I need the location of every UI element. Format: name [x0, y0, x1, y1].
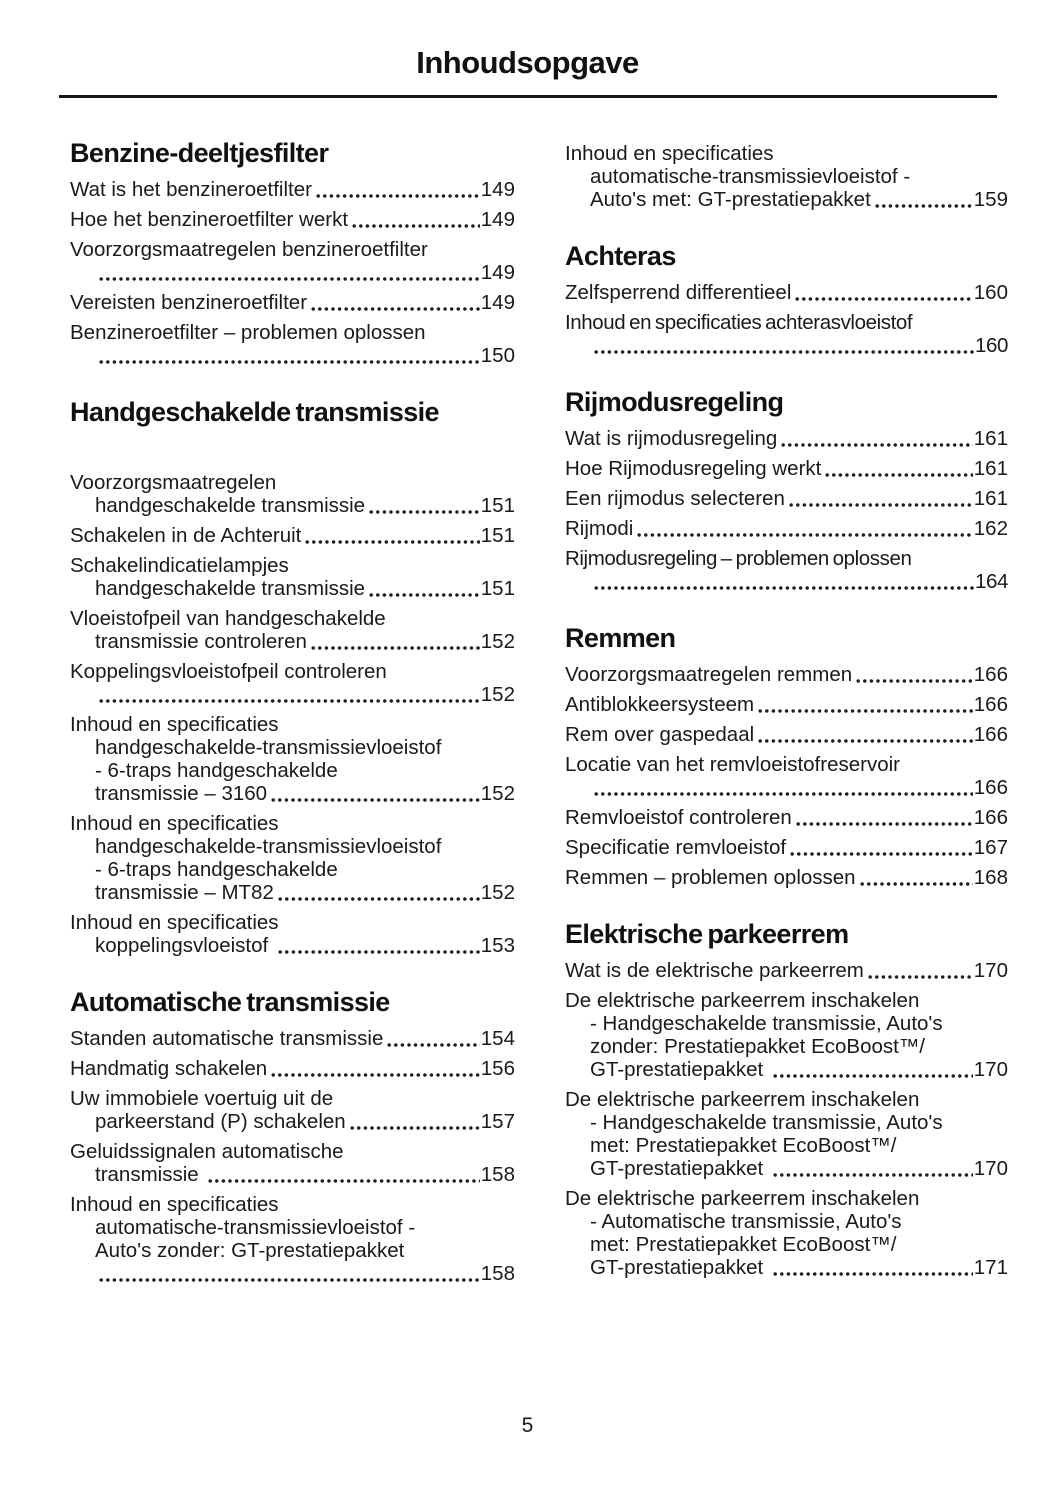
toc-entry-text: transmissie [95, 1163, 205, 1186]
toc-entry [70, 1140, 515, 1186]
page-ref: 152 [480, 683, 515, 706]
dot-leader [278, 897, 480, 901]
dot-leader [856, 679, 973, 683]
toc-entry-line: handgeschakelde-transmissievloeistof [95, 736, 442, 759]
toc-entry [70, 554, 515, 600]
toc-entry-leader-line [70, 782, 515, 805]
dot-leader [369, 510, 480, 514]
page-ref: 160 [973, 281, 1008, 304]
toc-entry [70, 238, 515, 284]
page-ref: 166 [973, 723, 1008, 746]
toc-entry-line: zonder: Prestatiepakket EcoBoost™/ [590, 1035, 926, 1058]
dot-leader [758, 709, 973, 713]
page-ref: 159 [973, 188, 1008, 211]
toc-entry-line: Geluidssignalen automatische [70, 1140, 344, 1163]
toc-entry [70, 471, 515, 517]
dot-leader [311, 646, 480, 650]
toc-entry-leader-line [70, 178, 515, 201]
toc-entry-text: Rijmodi [565, 517, 634, 540]
toc-entry [70, 291, 515, 314]
page-ref: 151 [480, 494, 515, 517]
toc-entry-leader-line [70, 683, 515, 706]
page-ref: 161 [973, 457, 1008, 480]
toc-entry [565, 311, 1008, 357]
toc-entry-line: Inhoud en specificaties [70, 713, 279, 736]
toc-entry-text: Wat is rijmodusregeling [565, 427, 778, 450]
toc-entry-leader-line [70, 1262, 515, 1285]
toc-entry [70, 1057, 515, 1080]
page-ref: 171 [973, 1256, 1008, 1279]
toc-entry-leader-line [70, 934, 515, 957]
toc-entry-leader-line [565, 427, 1008, 450]
page-ref: 166 [973, 776, 1008, 799]
toc-entry [70, 321, 515, 367]
page-ref: 149 [480, 291, 515, 314]
section-heading: Achteras [565, 241, 676, 271]
dot-leader [875, 204, 973, 208]
toc-entry-leader-line [70, 1027, 515, 1050]
toc-section [565, 623, 1008, 889]
dot-leader [773, 1074, 973, 1078]
dot-leader [305, 540, 479, 544]
toc-entry [565, 487, 1008, 510]
toc-entry-text: parkeerstand (P) schakelen [95, 1110, 346, 1133]
dot-leader [795, 297, 972, 301]
toc-section [565, 241, 1008, 357]
toc-entry-leader-line [70, 208, 515, 231]
toc-entry-text: Wat is de elektrische parkeerrem [565, 959, 864, 982]
toc-entry-line: automatische-transmissievloeistof - [95, 1216, 416, 1239]
toc-entry [565, 806, 1008, 829]
page-ref: 151 [480, 524, 515, 547]
toc-entry-leader-line [565, 723, 1008, 746]
toc-entry-text: Rem over gaspedaal [565, 723, 755, 746]
toc-entry-line: Uw immobiele voertuig uit de [70, 1087, 334, 1110]
toc-entry-text: Specificatie remvloeistof [565, 836, 787, 859]
dot-leader [311, 307, 480, 311]
toc-entry-leader-line [70, 494, 515, 517]
toc-entry-leader-line [70, 1057, 515, 1080]
toc-entry-leader-line [565, 663, 1008, 686]
dot-leader [369, 593, 480, 597]
toc-entry-leader-line [70, 291, 515, 314]
toc-entry-line: Koppelingsvloeistofpeil controleren [70, 660, 387, 683]
toc-entry [565, 663, 1008, 686]
toc-entry-line: - Handgeschakelde transmissie, Auto's [590, 1012, 943, 1035]
toc-entry-text: GT-prestatiepakket [590, 1157, 769, 1180]
toc-entry [565, 989, 1008, 1081]
page-ref: 158 [480, 1163, 515, 1186]
toc-entry [565, 693, 1008, 716]
dot-leader [316, 194, 480, 198]
toc-entry-text: Vereisten benzineroetfilter [70, 291, 308, 314]
toc-entry [70, 524, 515, 547]
page-ref: 149 [480, 178, 515, 201]
toc-entry-line: Benzineroetfilter – problemen oplossen [70, 321, 426, 344]
page-ref: 156 [480, 1057, 515, 1080]
toc-entry-text: GT-prestatiepakket [590, 1256, 769, 1279]
toc-entry [565, 836, 1008, 859]
page-ref: 150 [480, 344, 515, 367]
dot-leader [825, 473, 972, 477]
dot-leader [773, 1173, 973, 1177]
toc-entry-line: Inhoud en specificaties [70, 1193, 279, 1216]
toc-entry-leader-line [565, 457, 1008, 480]
toc-entry-leader-line [565, 806, 1008, 829]
toc-entry-text: transmissie – 3160 [95, 782, 268, 805]
toc-entry-text: handgeschakelde transmissie [95, 494, 366, 517]
toc-entry [565, 866, 1008, 889]
section-heading: Automatische transmissie [70, 987, 390, 1017]
toc-entry-leader-line [565, 776, 1008, 799]
toc-section [70, 138, 515, 367]
page-ref: 152 [480, 630, 515, 653]
toc-entry-leader-line [565, 487, 1008, 510]
toc-column-left [70, 136, 515, 1292]
page-ref: 161 [973, 487, 1008, 510]
toc-entry-text: Auto's met: GT-prestatiepakket [590, 188, 871, 211]
section-heading: Benzine-deeltjesfilter [70, 138, 329, 168]
dot-leader [594, 350, 974, 354]
dot-leader [278, 950, 480, 954]
toc-entry [565, 547, 1008, 593]
toc-entry [565, 1088, 1008, 1180]
page-ref: 152 [480, 782, 515, 805]
section-heading: Rijmodusregeling [565, 387, 784, 417]
page-ref: 157 [480, 1110, 515, 1133]
toc-section [565, 919, 1008, 1279]
toc-entry-line: - 6-traps handgeschakelde [95, 759, 338, 782]
dot-leader [860, 882, 973, 886]
dot-leader [868, 975, 973, 979]
dot-leader [387, 1043, 479, 1047]
toc-entry [70, 660, 515, 706]
dot-leader [271, 798, 480, 802]
toc-entry [565, 1187, 1008, 1279]
page-ref: 152 [480, 881, 515, 904]
toc-entry-line: Inhoud en specificaties achterasvloeistof [565, 311, 913, 334]
page-ref: 164 [974, 570, 1008, 593]
page-ref: 170 [973, 959, 1008, 982]
toc-entry-line: - 6-traps handgeschakelde [95, 858, 338, 881]
toc-entry [565, 959, 1008, 982]
toc-entry [565, 723, 1008, 746]
toc-entry [70, 1193, 515, 1285]
toc-entry-line: Inhoud en specificaties [565, 142, 774, 165]
page-ref: 160 [974, 334, 1008, 357]
toc-entry-text: Standen automatische transmissie [70, 1027, 384, 1050]
toc-entry-leader-line [70, 1110, 515, 1133]
toc-entry-line: - Automatische transmissie, Auto's [590, 1210, 902, 1233]
toc-entry [70, 1027, 515, 1050]
toc-entry-leader-line [565, 188, 1008, 211]
toc-entry-text: Een rijmodus selecteren [565, 487, 785, 510]
toc-entry-line: Auto's zonder: GT-prestatiepakket [95, 1239, 405, 1262]
page-ref: 170 [973, 1058, 1008, 1081]
toc-entry [70, 812, 515, 904]
dot-leader [789, 503, 973, 507]
toc-entry-line: Locatie van het remvloeistofreservoir [565, 753, 900, 776]
toc-entry [565, 753, 1008, 799]
title-divider [59, 95, 997, 98]
page-ref: 153 [480, 934, 515, 957]
toc-entry-leader-line [565, 517, 1008, 540]
toc-entry-text: transmissie controleren [95, 630, 307, 653]
dot-leader [790, 852, 973, 856]
toc-entry [70, 607, 515, 653]
toc-entry-line: Rijmodusregeling – problemen oplossen [565, 547, 912, 570]
toc-entry-text: GT-prestatiepakket [590, 1058, 769, 1081]
dot-leader [99, 360, 480, 364]
toc-entry-leader-line [565, 1157, 1008, 1180]
page-ref: 168 [973, 866, 1008, 889]
toc-entry-leader-line [565, 281, 1008, 304]
dot-leader [352, 224, 480, 228]
dot-leader [758, 739, 973, 743]
toc-entry-line: De elektrische parkeerrem inschakelen [565, 989, 920, 1012]
toc-entry-leader-line [70, 524, 515, 547]
toc-entry-text: transmissie – MT82 [95, 881, 274, 904]
section-heading: Handgeschakelde transmissie [70, 397, 439, 427]
toc-entry [70, 713, 515, 805]
toc-entry-text: Zelfsperrend differentieel [565, 281, 792, 304]
toc-entry-leader-line [565, 1256, 1008, 1279]
dot-leader [99, 277, 480, 281]
page-ref: 162 [973, 517, 1008, 540]
section-heading: Remmen [565, 623, 676, 653]
page-ref: 167 [973, 836, 1008, 859]
toc-entry-text: Hoe het benzineroetfilter werkt [70, 208, 349, 231]
toc-entry [565, 457, 1008, 480]
toc-entry-leader-line [70, 881, 515, 904]
toc-entry-line: Inhoud en specificaties [70, 911, 279, 934]
toc-entry-text: Antiblokkeersysteem [565, 693, 755, 716]
page-ref: 166 [973, 693, 1008, 716]
page-title: Inhoudsopgave [416, 45, 639, 80]
toc-entry-text: Hoe Rijmodusregeling werkt [565, 457, 822, 480]
page-ref: 166 [973, 806, 1008, 829]
toc-entry-leader-line [565, 570, 1008, 593]
toc-entry-line: Inhoud en specificaties [70, 812, 279, 835]
toc-entry-leader-line [565, 334, 1008, 357]
toc-entry-line: Voorzorgsmaatregelen benzineroetfilter [70, 238, 428, 261]
toc-entry-leader-line [70, 577, 515, 600]
page-ref: 149 [480, 208, 515, 231]
toc-entry-text: Wat is het benzineroetfilter [70, 178, 312, 201]
page-ref: 166 [973, 663, 1008, 686]
dot-leader [271, 1073, 480, 1077]
toc-section [565, 136, 1008, 211]
toc-entry-leader-line [565, 693, 1008, 716]
dot-leader [208, 1179, 479, 1183]
toc-entry-leader-line [70, 630, 515, 653]
dot-leader [594, 586, 974, 590]
section-heading: Elektrische parkeerrem [565, 919, 849, 949]
dot-leader [99, 1278, 480, 1282]
toc-columns [70, 136, 1055, 1292]
dot-leader [796, 822, 973, 826]
toc-entry-leader-line [565, 1058, 1008, 1081]
toc-entry-text: koppelingsvloeistof [95, 934, 274, 957]
toc-entry-line: met: Prestatiepakket EcoBoost™/ [590, 1134, 897, 1157]
toc-entry-leader-line [70, 261, 515, 284]
toc-section [70, 397, 515, 957]
toc-section [565, 387, 1008, 593]
dot-leader [99, 699, 480, 703]
toc-entry [565, 517, 1008, 540]
dot-leader [773, 1272, 973, 1276]
toc-entry-line: handgeschakelde-transmissievloeistof [95, 835, 442, 858]
toc-entry-line: - Handgeschakelde transmissie, Auto's [590, 1111, 943, 1134]
page-ref: 154 [480, 1027, 515, 1050]
page-ref: 170 [973, 1157, 1008, 1180]
page-ref: 161 [973, 427, 1008, 450]
toc-entry-line: Voorzorgsmaatregelen [70, 471, 277, 494]
toc-entry-text: Handmatig schakelen [70, 1057, 268, 1080]
toc-entry-line: De elektrische parkeerrem inschakelen [565, 1187, 920, 1210]
page-ref: 151 [480, 577, 515, 600]
toc-entry-line: automatische-transmissievloeistof - [590, 165, 911, 188]
toc-entry-line: Schakelindicatielampjes [70, 554, 289, 577]
toc-entry [70, 1087, 515, 1133]
toc-entry [565, 281, 1008, 304]
toc-entry-line: De elektrische parkeerrem inschakelen [565, 1088, 920, 1111]
toc-entry-leader-line [565, 836, 1008, 859]
page-ref: 149 [480, 261, 515, 284]
toc-section [70, 987, 515, 1285]
page-number: 5 [521, 1414, 534, 1437]
dot-leader [594, 792, 973, 796]
dot-leader [350, 1126, 480, 1130]
toc-entry [565, 427, 1008, 450]
toc-entry-line: Vloeistofpeil van handgeschakelde [70, 607, 386, 630]
toc-entry-text: Remvloeistof controleren [565, 806, 792, 829]
toc-entry [70, 208, 515, 231]
toc-entry [565, 142, 1008, 211]
dot-leader [637, 533, 972, 537]
toc-entry-text: Remmen – problemen oplossen [565, 866, 856, 889]
toc-entry-line: met: Prestatiepakket EcoBoost™/ [590, 1233, 897, 1256]
toc-entry-leader-line [565, 866, 1008, 889]
toc-entry-leader-line [565, 959, 1008, 982]
toc-entry-leader-line [70, 1163, 515, 1186]
toc-entry-text: handgeschakelde transmissie [95, 577, 366, 600]
toc-entry [70, 911, 515, 957]
toc-entry [70, 178, 515, 201]
toc-entry-text: Voorzorgsmaatregelen remmen [565, 663, 853, 686]
toc-entry-text: Schakelen in de Achteruit [70, 524, 302, 547]
dot-leader [781, 443, 972, 447]
toc-entry-leader-line [70, 344, 515, 367]
toc-column-right [565, 136, 1008, 1286]
page-ref: 158 [480, 1262, 515, 1285]
